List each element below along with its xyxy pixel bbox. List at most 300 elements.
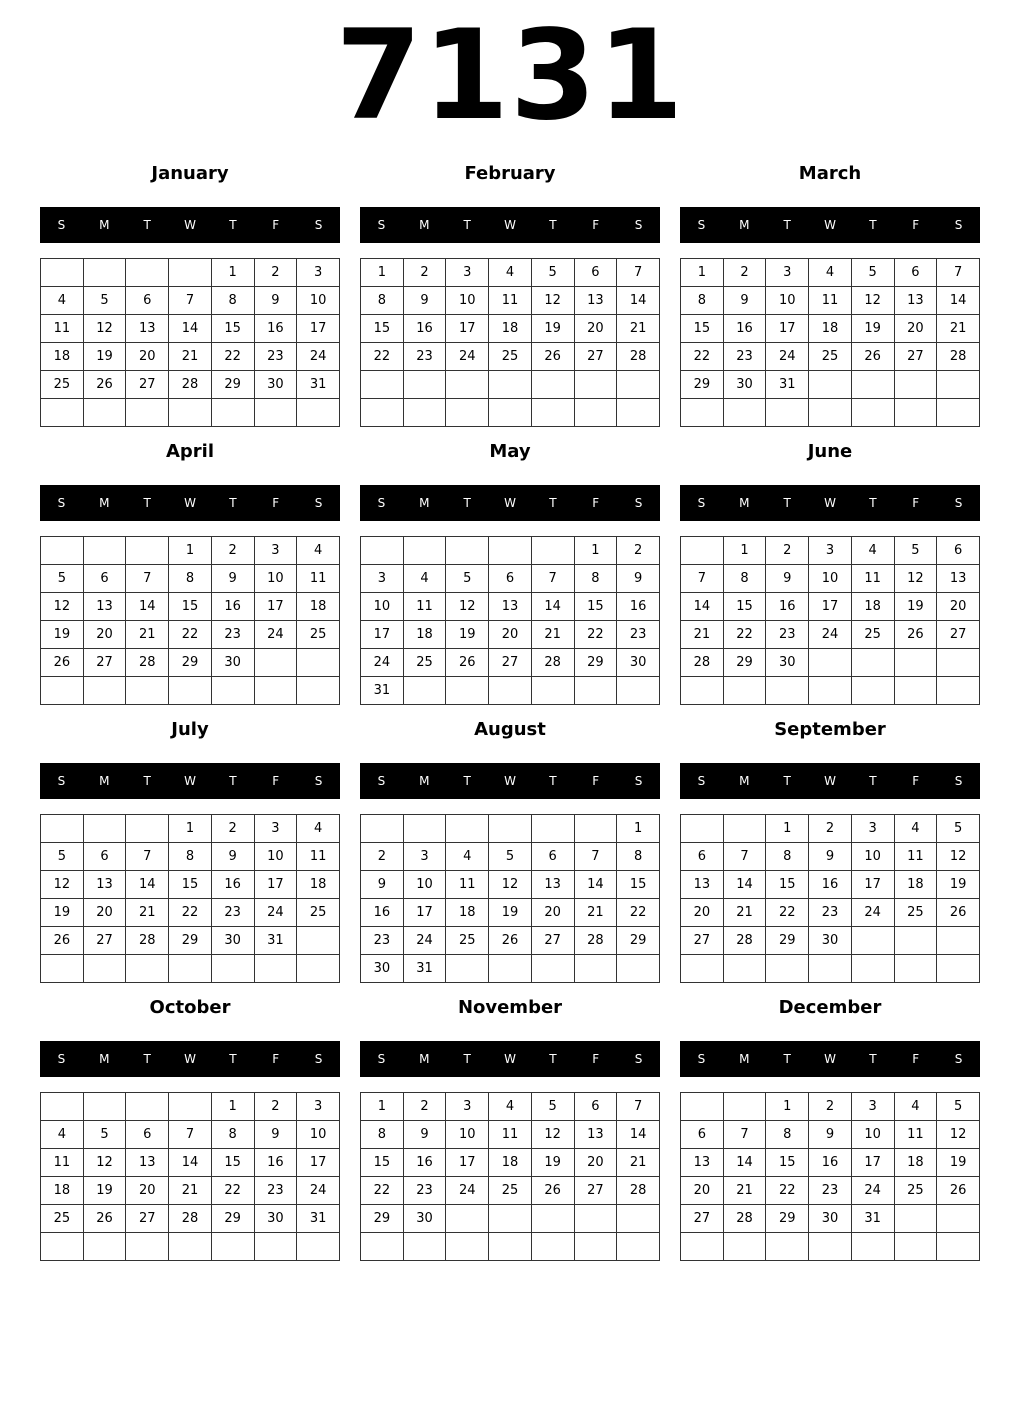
day-cell: 13	[894, 287, 937, 315]
day-cell: 10	[297, 287, 340, 315]
day-cell: 6	[574, 1093, 617, 1121]
day-cell	[41, 399, 84, 427]
day-cell	[937, 399, 980, 427]
day-cell	[254, 677, 297, 705]
day-cell: 29	[617, 927, 660, 955]
week-row	[681, 815, 980, 843]
day-cell	[681, 677, 724, 705]
week-row	[361, 899, 660, 927]
week-row	[361, 1149, 660, 1177]
day-cell	[531, 677, 574, 705]
day-cell: 7	[617, 1093, 660, 1121]
day-cell: 28	[126, 649, 169, 677]
day-cell	[489, 399, 532, 427]
weekday-label: T	[463, 1052, 471, 1066]
day-cell: 1	[574, 537, 617, 565]
day-cell: 19	[851, 315, 894, 343]
day-cell	[937, 927, 980, 955]
day-cell	[617, 371, 660, 399]
weekday-label: F	[272, 218, 280, 232]
day-cell: 28	[723, 927, 766, 955]
day-cell: 28	[937, 343, 980, 371]
weekday-label: T	[143, 496, 151, 510]
day-cell	[126, 259, 169, 287]
day-cell: 17	[254, 593, 297, 621]
weekday-label: W	[504, 218, 516, 232]
day-cell: 28	[531, 649, 574, 677]
day-cell: 9	[403, 1121, 446, 1149]
week-row	[41, 1093, 340, 1121]
weekday-label: T	[783, 218, 791, 232]
day-cell: 3	[851, 815, 894, 843]
week-row	[681, 343, 980, 371]
weekday-label: T	[463, 496, 471, 510]
week-row	[41, 593, 340, 621]
day-cell: 1	[766, 1093, 809, 1121]
day-cell: 14	[617, 287, 660, 315]
day-cell: 18	[446, 899, 489, 927]
weekday-label: M	[739, 774, 750, 788]
day-cell: 7	[617, 259, 660, 287]
weekday-label: S	[634, 496, 643, 510]
day-cell: 15	[211, 315, 254, 343]
day-cell	[574, 677, 617, 705]
day-cell: 4	[403, 565, 446, 593]
day-cell: 28	[723, 1205, 766, 1233]
day-cell: 18	[297, 871, 340, 899]
day-cell: 26	[41, 927, 84, 955]
day-cell: 21	[126, 621, 169, 649]
day-cell: 29	[681, 371, 724, 399]
day-cell: 19	[41, 621, 84, 649]
day-cell: 10	[361, 593, 404, 621]
day-cell	[41, 955, 84, 983]
day-cell	[531, 399, 574, 427]
day-cell: 23	[809, 899, 852, 927]
weekday-label: T	[143, 218, 151, 232]
day-cell: 16	[723, 315, 766, 343]
day-cell	[851, 649, 894, 677]
day-cell	[489, 955, 532, 983]
day-cell: 6	[894, 259, 937, 287]
day-cell: 22	[169, 621, 212, 649]
day-cell: 17	[809, 593, 852, 621]
day-cell: 25	[489, 343, 532, 371]
day-cell: 8	[766, 843, 809, 871]
weekday-label: S	[697, 218, 706, 232]
day-cell: 26	[531, 1177, 574, 1205]
weekday-header	[40, 1041, 340, 1077]
day-grid	[360, 814, 660, 983]
day-cell	[809, 399, 852, 427]
day-cell: 17	[297, 315, 340, 343]
week-row	[361, 315, 660, 343]
weekday-label: S	[314, 774, 323, 788]
week-row	[41, 1233, 340, 1261]
day-cell	[126, 1093, 169, 1121]
day-cell: 1	[361, 1093, 404, 1121]
day-grid	[680, 1092, 980, 1261]
week-row	[681, 259, 980, 287]
day-cell	[41, 815, 84, 843]
day-cell	[574, 955, 617, 983]
week-row	[41, 1177, 340, 1205]
day-cell: 30	[403, 1205, 446, 1233]
week-row	[361, 537, 660, 565]
week-row	[361, 677, 660, 705]
day-cell: 30	[809, 1205, 852, 1233]
day-cell	[489, 815, 532, 843]
day-cell	[894, 677, 937, 705]
day-cell: 16	[211, 871, 254, 899]
day-cell: 29	[766, 1205, 809, 1233]
day-cell: 30	[254, 371, 297, 399]
day-grid	[40, 814, 340, 983]
day-cell: 17	[361, 621, 404, 649]
day-cell	[41, 259, 84, 287]
day-cell: 1	[617, 815, 660, 843]
day-cell: 7	[126, 843, 169, 871]
weekday-label: S	[377, 496, 386, 510]
day-cell: 27	[681, 1205, 724, 1233]
day-cell: 11	[489, 287, 532, 315]
day-cell: 5	[83, 287, 126, 315]
day-cell: 25	[894, 899, 937, 927]
week-row	[681, 399, 980, 427]
day-cell: 29	[766, 927, 809, 955]
day-cell	[766, 677, 809, 705]
day-cell: 13	[681, 1149, 724, 1177]
day-cell: 22	[617, 899, 660, 927]
weekday-label: S	[314, 1052, 323, 1066]
day-cell: 2	[211, 537, 254, 565]
day-cell: 28	[574, 927, 617, 955]
day-cell: 15	[723, 593, 766, 621]
weekday-label: T	[869, 218, 877, 232]
day-cell: 24	[851, 899, 894, 927]
month-name: March	[798, 163, 862, 184]
day-cell: 6	[83, 565, 126, 593]
day-cell: 7	[723, 843, 766, 871]
day-cell	[809, 649, 852, 677]
weekday-header	[680, 763, 980, 799]
day-cell: 17	[446, 1149, 489, 1177]
weekday-label: M	[99, 1052, 110, 1066]
day-cell: 23	[254, 1177, 297, 1205]
day-cell: 2	[254, 1093, 297, 1121]
day-cell: 4	[894, 1093, 937, 1121]
day-cell: 27	[531, 927, 574, 955]
day-cell: 20	[937, 593, 980, 621]
day-cell: 4	[41, 1121, 84, 1149]
day-cell: 14	[723, 1149, 766, 1177]
week-row	[681, 315, 980, 343]
day-cell: 21	[723, 1177, 766, 1205]
day-cell: 15	[169, 593, 212, 621]
week-row	[681, 927, 980, 955]
day-cell: 31	[851, 1205, 894, 1233]
week-row	[41, 871, 340, 899]
week-row	[41, 1205, 340, 1233]
day-cell	[894, 399, 937, 427]
day-cell: 9	[254, 287, 297, 315]
day-cell: 2	[403, 259, 446, 287]
day-cell: 28	[681, 649, 724, 677]
day-cell: 14	[937, 287, 980, 315]
day-cell: 24	[446, 1177, 489, 1205]
day-cell	[617, 399, 660, 427]
day-cell: 1	[723, 537, 766, 565]
day-cell	[723, 815, 766, 843]
day-cell	[446, 371, 489, 399]
day-cell: 11	[489, 1121, 532, 1149]
week-row	[41, 927, 340, 955]
day-cell	[851, 677, 894, 705]
day-cell: 13	[489, 593, 532, 621]
day-cell	[617, 1233, 660, 1261]
day-cell: 8	[723, 565, 766, 593]
day-cell	[809, 677, 852, 705]
week-row	[41, 565, 340, 593]
day-cell: 25	[41, 371, 84, 399]
day-cell: 1	[211, 259, 254, 287]
week-row	[681, 537, 980, 565]
weekday-label: F	[912, 774, 920, 788]
day-cell: 8	[574, 565, 617, 593]
day-cell	[403, 1233, 446, 1261]
month-name: February	[464, 163, 556, 184]
day-cell	[169, 1233, 212, 1261]
day-cell: 20	[531, 899, 574, 927]
weekday-header	[40, 485, 340, 521]
day-cell	[126, 677, 169, 705]
weekday-header	[680, 207, 980, 243]
weekday-label: F	[272, 496, 280, 510]
day-cell: 14	[169, 1149, 212, 1177]
day-cell: 14	[574, 871, 617, 899]
day-cell: 23	[254, 343, 297, 371]
day-cell	[617, 955, 660, 983]
day-cell: 1	[766, 815, 809, 843]
day-cell: 3	[446, 1093, 489, 1121]
weekday-label: S	[57, 218, 66, 232]
day-cell: 5	[937, 1093, 980, 1121]
weekday-label: T	[549, 1052, 557, 1066]
day-cell	[254, 955, 297, 983]
day-cell: 26	[894, 621, 937, 649]
day-cell	[126, 1233, 169, 1261]
day-cell: 9	[766, 565, 809, 593]
week-row	[361, 815, 660, 843]
weekday-label: T	[143, 774, 151, 788]
weekday-label: S	[57, 1052, 66, 1066]
day-cell	[894, 927, 937, 955]
day-cell: 12	[851, 287, 894, 315]
day-cell	[211, 1233, 254, 1261]
weekday-label: F	[912, 218, 920, 232]
week-row	[361, 287, 660, 315]
day-cell: 10	[297, 1121, 340, 1149]
day-cell: 29	[169, 649, 212, 677]
day-cell: 11	[894, 1121, 937, 1149]
day-cell	[254, 399, 297, 427]
weekday-header	[360, 1041, 660, 1077]
day-cell: 7	[169, 287, 212, 315]
day-cell: 24	[403, 927, 446, 955]
day-cell	[531, 1233, 574, 1261]
day-cell: 26	[937, 1177, 980, 1205]
weekday-header	[40, 207, 340, 243]
day-cell: 13	[126, 1149, 169, 1177]
day-cell: 8	[681, 287, 724, 315]
day-cell: 2	[766, 537, 809, 565]
day-cell	[617, 1205, 660, 1233]
day-cell: 2	[723, 259, 766, 287]
week-row	[681, 955, 980, 983]
weekday-header	[680, 1041, 980, 1077]
day-cell	[169, 259, 212, 287]
day-cell: 18	[894, 1149, 937, 1177]
week-row	[681, 371, 980, 399]
day-cell: 30	[617, 649, 660, 677]
week-row	[361, 343, 660, 371]
month-name: October	[149, 997, 231, 1018]
weekday-label: T	[229, 774, 237, 788]
day-cell: 28	[169, 1205, 212, 1233]
day-cell	[894, 371, 937, 399]
day-cell	[937, 1205, 980, 1233]
day-cell: 20	[681, 1177, 724, 1205]
weekday-label: T	[463, 218, 471, 232]
day-cell: 6	[126, 287, 169, 315]
day-cell: 1	[169, 537, 212, 565]
day-cell: 10	[766, 287, 809, 315]
day-cell: 20	[574, 315, 617, 343]
month-name: May	[489, 441, 531, 462]
month-name: August	[474, 719, 546, 740]
day-cell: 10	[851, 843, 894, 871]
weekday-label: F	[592, 496, 600, 510]
day-cell: 8	[617, 843, 660, 871]
weekday-label: M	[419, 1052, 430, 1066]
day-cell: 22	[361, 343, 404, 371]
day-cell: 21	[531, 621, 574, 649]
day-cell: 13	[937, 565, 980, 593]
day-cell	[403, 537, 446, 565]
day-cell: 5	[894, 537, 937, 565]
day-cell	[83, 1093, 126, 1121]
day-cell: 25	[446, 927, 489, 955]
day-cell: 24	[297, 343, 340, 371]
week-row	[41, 537, 340, 565]
day-cell	[723, 955, 766, 983]
day-cell: 21	[617, 315, 660, 343]
day-cell: 10	[446, 287, 489, 315]
day-cell	[489, 677, 532, 705]
weekday-label: T	[229, 218, 237, 232]
day-cell: 11	[403, 593, 446, 621]
week-row	[41, 843, 340, 871]
weekday-label: W	[824, 496, 836, 510]
week-row	[681, 1205, 980, 1233]
day-cell: 13	[83, 593, 126, 621]
day-cell: 22	[766, 1177, 809, 1205]
day-grid	[360, 258, 660, 427]
day-cell: 11	[894, 843, 937, 871]
day-cell: 28	[617, 343, 660, 371]
day-cell: 26	[41, 649, 84, 677]
day-grid	[40, 1092, 340, 1261]
day-cell: 12	[446, 593, 489, 621]
day-cell: 3	[254, 815, 297, 843]
week-row	[41, 287, 340, 315]
day-cell	[531, 371, 574, 399]
day-cell: 6	[681, 843, 724, 871]
day-cell: 9	[211, 565, 254, 593]
day-cell	[41, 1093, 84, 1121]
day-cell: 16	[617, 593, 660, 621]
day-cell: 16	[809, 1149, 852, 1177]
day-cell: 4	[894, 815, 937, 843]
week-row	[41, 259, 340, 287]
day-cell: 31	[297, 371, 340, 399]
day-cell	[489, 1233, 532, 1261]
day-cell: 21	[681, 621, 724, 649]
weekday-label: T	[869, 496, 877, 510]
day-cell: 23	[403, 1177, 446, 1205]
day-cell	[574, 1233, 617, 1261]
day-cell: 23	[211, 899, 254, 927]
day-cell: 21	[617, 1149, 660, 1177]
day-cell	[894, 649, 937, 677]
day-cell	[446, 1205, 489, 1233]
day-cell: 17	[254, 871, 297, 899]
day-cell	[681, 815, 724, 843]
day-cell: 2	[809, 1093, 852, 1121]
day-cell	[851, 1233, 894, 1261]
day-cell: 15	[169, 871, 212, 899]
weekday-label: W	[184, 1052, 196, 1066]
day-cell: 7	[681, 565, 724, 593]
day-cell	[403, 677, 446, 705]
day-cell: 26	[83, 1205, 126, 1233]
day-cell: 11	[297, 565, 340, 593]
weekday-label: W	[184, 774, 196, 788]
day-cell	[169, 677, 212, 705]
week-row	[361, 1093, 660, 1121]
week-row	[41, 1121, 340, 1149]
day-cell: 8	[361, 1121, 404, 1149]
day-cell: 9	[361, 871, 404, 899]
day-cell: 14	[681, 593, 724, 621]
day-cell	[254, 1233, 297, 1261]
weekday-label: F	[912, 496, 920, 510]
day-cell: 3	[297, 259, 340, 287]
day-cell: 1	[361, 259, 404, 287]
day-cell: 7	[169, 1121, 212, 1149]
day-cell: 16	[809, 871, 852, 899]
weekday-label: W	[184, 218, 196, 232]
day-cell: 27	[574, 343, 617, 371]
day-cell	[446, 677, 489, 705]
day-cell: 15	[766, 1149, 809, 1177]
day-cell: 18	[41, 343, 84, 371]
day-cell	[894, 1205, 937, 1233]
day-cell	[83, 1233, 126, 1261]
day-cell: 3	[851, 1093, 894, 1121]
day-cell: 31	[254, 927, 297, 955]
day-cell: 29	[361, 1205, 404, 1233]
